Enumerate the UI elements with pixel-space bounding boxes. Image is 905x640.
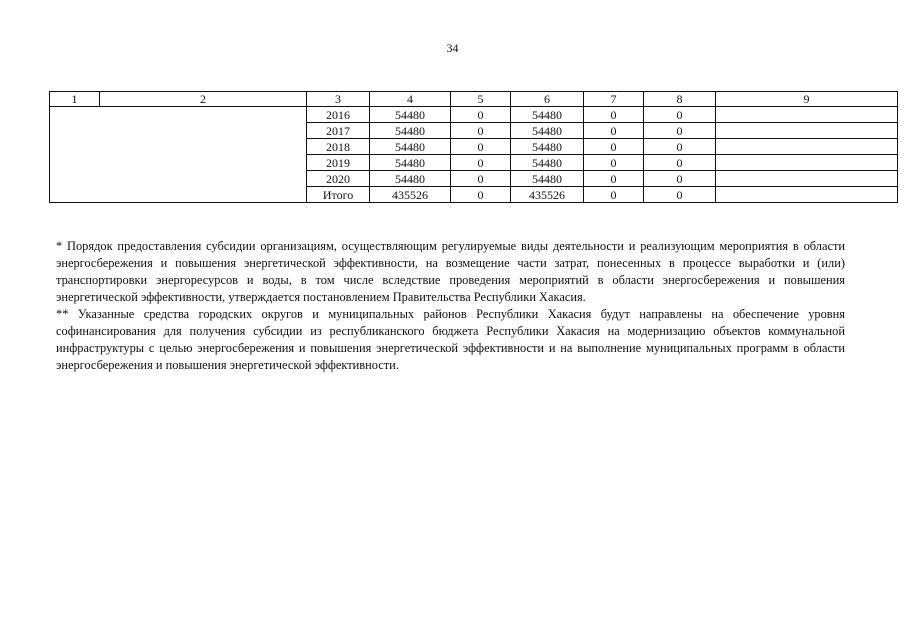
table-cell: 0: [644, 187, 716, 203]
table-row: [50, 107, 898, 123]
table-cell: 0: [584, 139, 644, 155]
footnote-paragraph: ** Указанные средства городских округов и муниципальных районов Республики Хакасия будут направлены на обеспечение уровня софинансирования для получения субсидии из республиканского бюджета Республики Хакасия на модернизацию объектов коммунальной инфраструктуры с целью энергосбережения и повышения энергетической эффективности и на выполнение муниципальных программ в области энергосбережения и повышения энергетической эффективности.: [56, 307, 845, 372]
table-cell: 54480: [370, 123, 451, 139]
column-header: 8: [644, 92, 716, 107]
column-header: 5: [451, 92, 511, 107]
footnotes: [56, 238, 845, 374]
table-cell: [716, 107, 898, 123]
table-cell: 0: [584, 187, 644, 203]
table-cell: 54480: [370, 107, 451, 123]
table-cell: 0: [451, 139, 511, 155]
table-cell: [716, 123, 898, 139]
year-cell: 2016: [307, 107, 370, 123]
column-header: 1: [50, 92, 100, 107]
table-cell: 54480: [370, 155, 451, 171]
column-header: 6: [511, 92, 584, 107]
table-cell: [716, 187, 898, 203]
page-number: 34: [446, 41, 459, 55]
table-cell: 0: [644, 107, 716, 123]
footnote-paragraph: * Порядок предоставления субсидии организациям, осуществляющим регулируемые виды деятельности и реализующим мероприятия в области энергосбережения и повышения энергетической эффективности, на возмещение части затрат, понесенных в процессе выработки и (или) транспортировки энергоресурсов и воды, в том числе вследствие проведения мероприятий в области энергосбережения и повышения энергетической эффективности, утверждается постановлением Правительства Республики Хакасия.: [56, 239, 845, 304]
table-cell: 54480: [511, 155, 584, 171]
table-cell: 435526: [511, 187, 584, 203]
year-cell: 2020: [307, 171, 370, 187]
table-cell: 0: [451, 187, 511, 203]
table-cell: 0: [644, 171, 716, 187]
table-cell: 0: [451, 171, 511, 187]
budget-table: [49, 91, 898, 203]
table-cell: 0: [644, 123, 716, 139]
table-cell: [716, 139, 898, 155]
column-header: 3: [307, 92, 370, 107]
year-cell: 2018: [307, 139, 370, 155]
table-cell: 54480: [370, 171, 451, 187]
column-header: 9: [716, 92, 898, 107]
table-cell: 54480: [511, 171, 584, 187]
table-cell: 435526: [370, 187, 451, 203]
table-cell: 0: [584, 171, 644, 187]
table-cell: 54480: [511, 139, 584, 155]
table-cell: 0: [644, 155, 716, 171]
table-cell: 0: [644, 139, 716, 155]
table-cell: 0: [584, 155, 644, 171]
table-cell: [716, 155, 898, 171]
column-header: 7: [584, 92, 644, 107]
table-cell: 0: [584, 107, 644, 123]
year-cell: 2019: [307, 155, 370, 171]
table-cell: 0: [584, 123, 644, 139]
table-cell: 54480: [511, 123, 584, 139]
table-cell: 54480: [370, 139, 451, 155]
table-cell: 0: [451, 107, 511, 123]
column-header: 2: [100, 92, 307, 107]
table-cell: [716, 171, 898, 187]
merged-empty-cell: [50, 107, 307, 203]
table-cell: 0: [451, 155, 511, 171]
table-cell: 0: [451, 123, 511, 139]
table-cell: 54480: [511, 107, 584, 123]
year-cell: 2017: [307, 123, 370, 139]
table-header-row: [50, 92, 898, 107]
year-cell: Итого: [307, 187, 370, 203]
column-header: 4: [370, 92, 451, 107]
